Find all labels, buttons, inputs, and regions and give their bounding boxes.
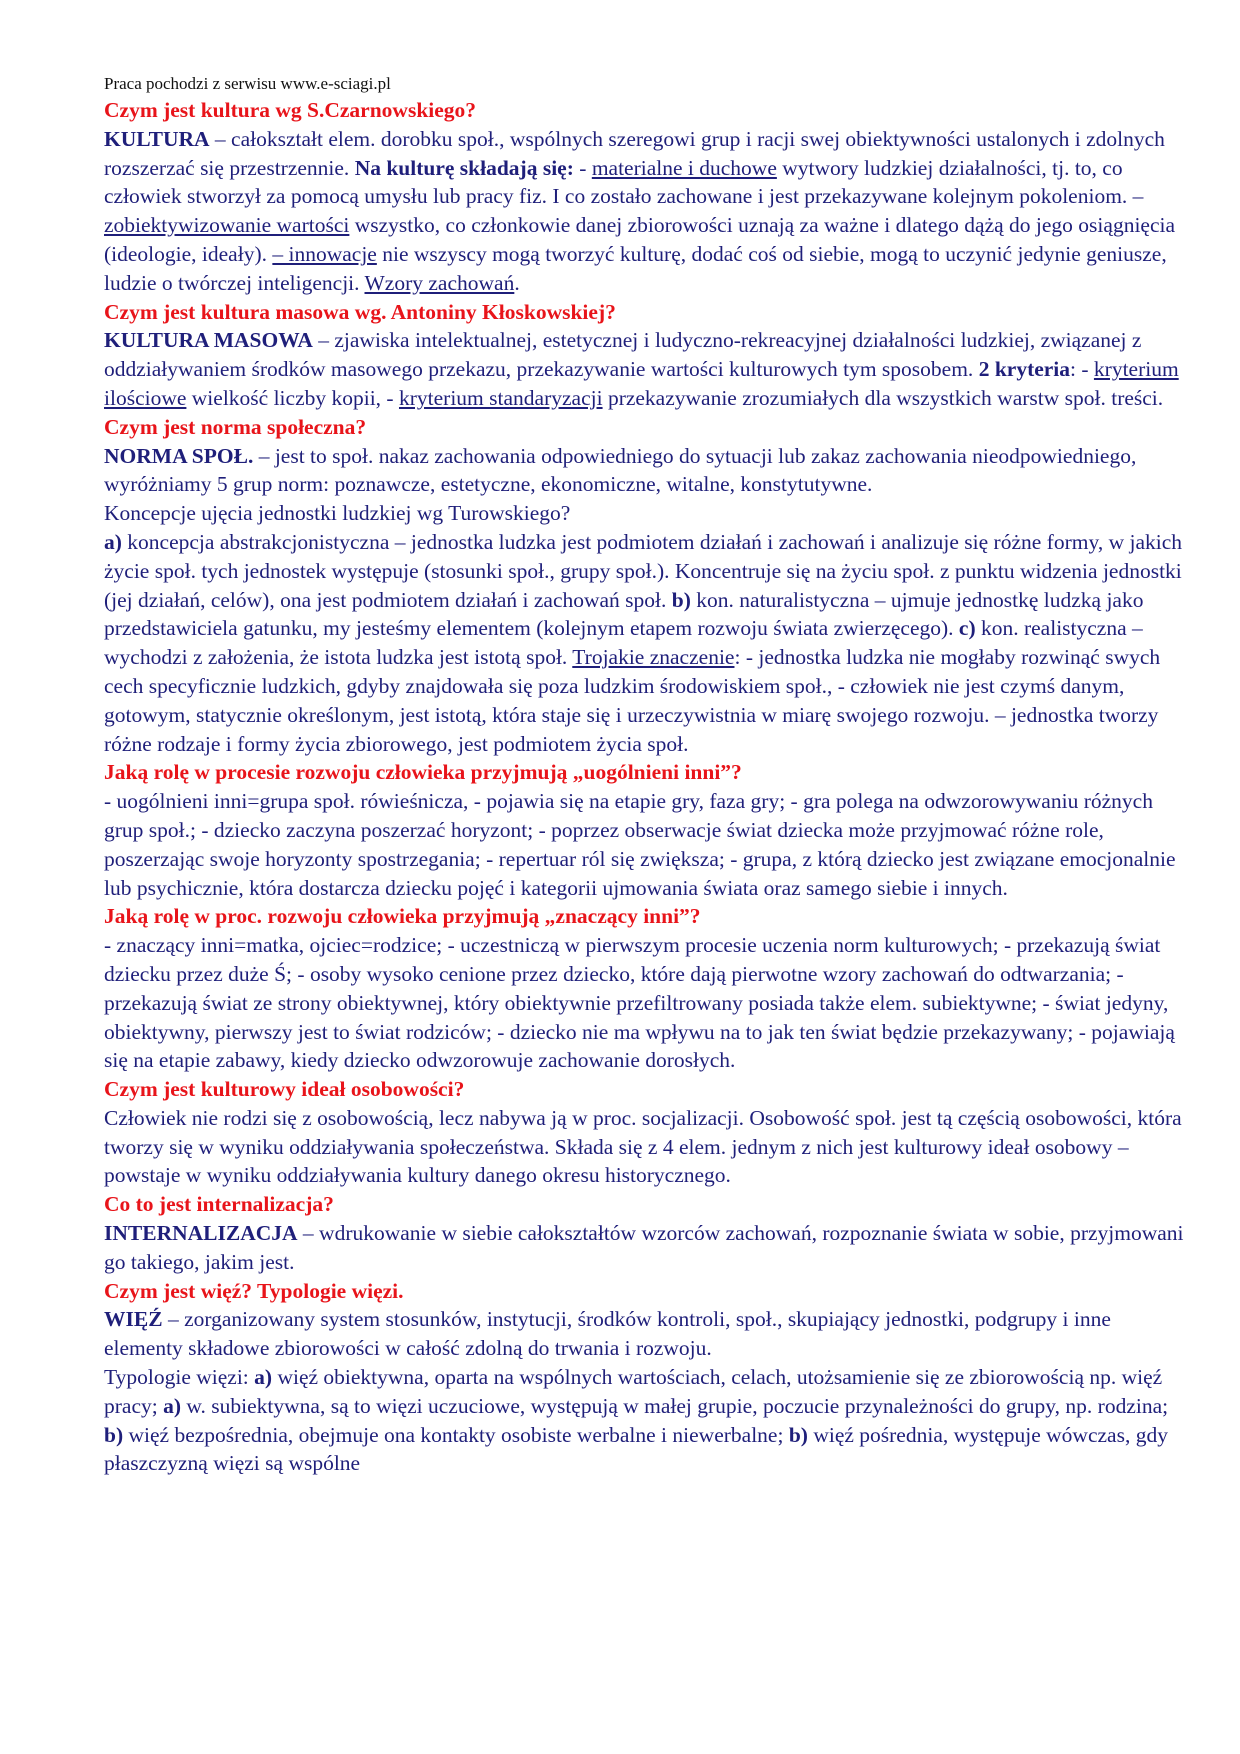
text: wszystko, co członkowie danej zbiorowości uznają za ważne i dlatego dążą do jego osiągnięcia (ideologie, ideały). (104, 213, 1176, 266)
paragraph (104, 125, 1184, 298)
underlined-text: kryterium ilościowe (104, 357, 1179, 410)
bold-text: a) (254, 1365, 273, 1390)
underlined-text: materialne i duchowe (591, 155, 777, 180)
term: KULTURA (104, 126, 210, 151)
paragraph: Człowiek nie rodzi się z osobowością, lecz nabywa ją w proc. socjalizacji. Osobowość społ. jest tą częścią osobowości, która tworzy się w wyniku oddziaływania społeczeństwa. Składa się z 4 elem. jednym z nich jest kulturowy ideał osobowy – powstaje w wyniku oddziaływania kultury danego okresu historycznego. (104, 1105, 1182, 1188)
paragraph: - znaczący inni=matka, ojciec=rodzice; - uczestniczą w pierwszym procesie uczenia norm kulturowych; - przekazują świat dziecku przez duże Ś; - osoby wysoko cenione przez dziecko, które dają pierwotne wzory zachowań do odtwarzania; - przekazują świat ze strony obiektywnej, który obiektywnie przefiltrowany posiada także elem. subiektywne; - świat jedyny, obiektywny, pierwszy jest to świat rodziców; - dziecko nie ma wpływu na to jak ten świat będzie przekazywany; - pojawiają się na etapie zabawy, kiedy dziecko odwzorowuje zachowanie dorosłych. (104, 933, 1175, 1073)
text: – jest to społ. nakaz zachowania odpowiedniego do sytuacji lub zakaz zachowania nieodpowiedniego, wyróżniamy 5 grup norm: poznawcze, estetyczne, ekonomiczne, witalne, konstytutywne. (104, 443, 1137, 497)
paragraph (104, 1305, 1184, 1363)
text: nie wszyscy mogą tworzyć kulturę, dodać coś od siebie, mogą to uczynić jedynie geniusze, ludzie o twórczej inteligencji. (104, 241, 1167, 295)
text: : - (1070, 357, 1094, 382)
question-heading: Czym jest kultura wg S.Czarnowskiego? (104, 98, 477, 122)
text: kon. realistyczna – wychodzi z założenia, że istota ludzka jest istotą społ. (104, 616, 1143, 670)
text: – zorganizowany system stosunków, instytucji, środków kontroli, społ., skupiający jednostki, podgrupy i inne elementy składowe zbiorowości w całość zdolną do trwania i rozwoju. (104, 1307, 1111, 1361)
question-heading: Czym jest kulturowy ideał osobowości? (104, 1077, 465, 1102)
document-page (104, 72, 1184, 1478)
bold-text: b) (671, 587, 691, 612)
bold-text: Na kulturę składają się: (354, 155, 574, 180)
text: - (573, 155, 592, 180)
text: kon. naturalistyczna – ujmuje jednostkę ludzką jako przedstawiciela gatunku, my jesteśmy elementem (kolejnym etapem rozwoju świata zwierzęcego). (104, 587, 1144, 641)
question-heading: Jaką rolę w proc. rozwoju człowieka przyjmują „znaczący inni”? (104, 904, 701, 929)
text: przekazywanie zrozumiałych dla wszystkich warstw społ. treści. (602, 385, 1164, 410)
question-heading: Czym jest więź? Typologie więzi. (104, 1278, 404, 1303)
bold-text: a) (163, 1393, 182, 1418)
text: . (514, 270, 520, 295)
text: więź obiektywna, oparta na wspólnych wartościach, celach, utożsamienie się ze zbiorowością np. więź pracy; (104, 1365, 1163, 1418)
bold-text: b) (104, 1422, 124, 1447)
text: – wdrukowanie w siebie całokształtów wzorców zachowań, rozpoznanie świata w sobie, przyjmowani go takiego, jakim jest. (104, 1221, 1184, 1274)
paragraph (104, 326, 1184, 412)
text: – całokształt elem. dorobku społ., wspólnych szeregowi grup i racji swej obiektywności ustalonych i zdolnych rozszerzać się przestrzennie. (104, 126, 1165, 180)
term: KULTURA MASOWA (104, 328, 313, 353)
text: koncepcja abstrakcjonistyczna – jednostka ludzka jest podmiotem działań i zachowań i analizuje się różne formy, w jakich życie społ. tych jednostek występuje (stosunki społ., grupy społ.). Koncentruje się na życiu społ. z punktu widzenia jednostki (jej działań, celów), ona jest podmiotem działań i zachowań społ. (104, 529, 1183, 612)
paragraph (104, 442, 1184, 500)
text: : - jednostka ludzka nie mogłaby rozwinąć swych cech specyficznie ludzkich, gdyby znajdowała się poza ludzkim środowiskiem społ., - człowiek nie jest czymś danym, gotowym, statycznie określonym, jest istotą, która staje się i urzeczywistnia w miarę swojego rozwoju. – jednostka tworzy różne rodzaje i formy życia zbiorowego, jest podmiotem życia społ. (104, 645, 1161, 756)
paragraph (104, 1219, 1184, 1277)
underlined-text: Wzory zachowań (364, 270, 515, 295)
paragraph: - uogólnieni inni=grupa społ. rówieśnicza, - pojawia się na etapie gry, faza gry; - gra polega na odwzorowywaniu różnych grup społ.; - dziecko zaczyna poszerzać horyzont; - poprzez obserwacje świat dziecka może przyjmować różne role, poszerzając swoje horyzonty spostrzegania; - repertuar ról się zwiększa; - grupa, z którą dziecko jest związane emocjonalnie lub psychicznie, która dostarcza dziecku pojęć i kategorii ujmowania świata oraz samego siebie i innych. (104, 789, 1176, 900)
bold-text: c) (958, 616, 976, 641)
question-heading: Jaką rolę w procesie rozwoju człowieka przyjmują „uogólnieni inni”? (104, 760, 742, 785)
text: więź pośrednia, występuje wówczas, gdy płaszczyzną więzi są wspólne (104, 1422, 1168, 1476)
text: więź bezpośrednia, obejmuje ona kontakty osobiste werbalne i niewerbalne; (123, 1422, 789, 1447)
section-heading: Koncepcje ujęcia jednostki ludzkiej wg Turowskiego? (104, 501, 571, 526)
text: wielkość liczby kopii, - (186, 385, 399, 410)
text: w. subiektywna, są to więzi uczuciowe, występują w małej grupie, poczucie przynależności do grupy, np. rodzina; (181, 1393, 1169, 1418)
question-heading: Czym jest kultura masowa wg. Antoniny Kłoskowskiej? (104, 299, 616, 324)
bold-text: b) (788, 1422, 808, 1447)
source-note: Praca pochodzi z serwisu www.e-sciagi.pl (104, 74, 391, 93)
underlined-text: – innowacje (272, 241, 377, 266)
term: WIĘŹ (104, 1307, 163, 1332)
text: – zjawiska intelektualnej, estetycznej i ludyczno-rekreacyjnej działalności ludzkiej, związanej z oddziaływaniem środków masowego przekazu, przekazywanie wartości kulturowych tym sposobem. (104, 328, 1142, 382)
underlined-text: kryterium standaryzacji (398, 385, 603, 410)
question-heading: Czym jest norma społeczna? (104, 414, 367, 439)
term: NORMA SPOŁ. (104, 443, 254, 468)
underlined-text: Trojakie znaczenie (572, 645, 735, 670)
paragraph (104, 1363, 1184, 1478)
bold-text: 2 kryteria (978, 357, 1071, 382)
paragraph (104, 528, 1184, 758)
text: Typologie więzi: (104, 1365, 255, 1390)
text: wytwory ludzkiej działalności, tj. to, co człowiek stworzył za pomocą umysłu lub pracy fiz. I co zostało zachowane i jest przekazywane kolejnym pokoleniom. – (104, 155, 1144, 209)
bold-text: a) (104, 529, 122, 554)
term: INTERNALIZACJA (104, 1221, 298, 1246)
question-heading: Co to jest internalizacja? (104, 1192, 334, 1217)
underlined-text: zobiektywizowanie wartości (104, 213, 350, 238)
